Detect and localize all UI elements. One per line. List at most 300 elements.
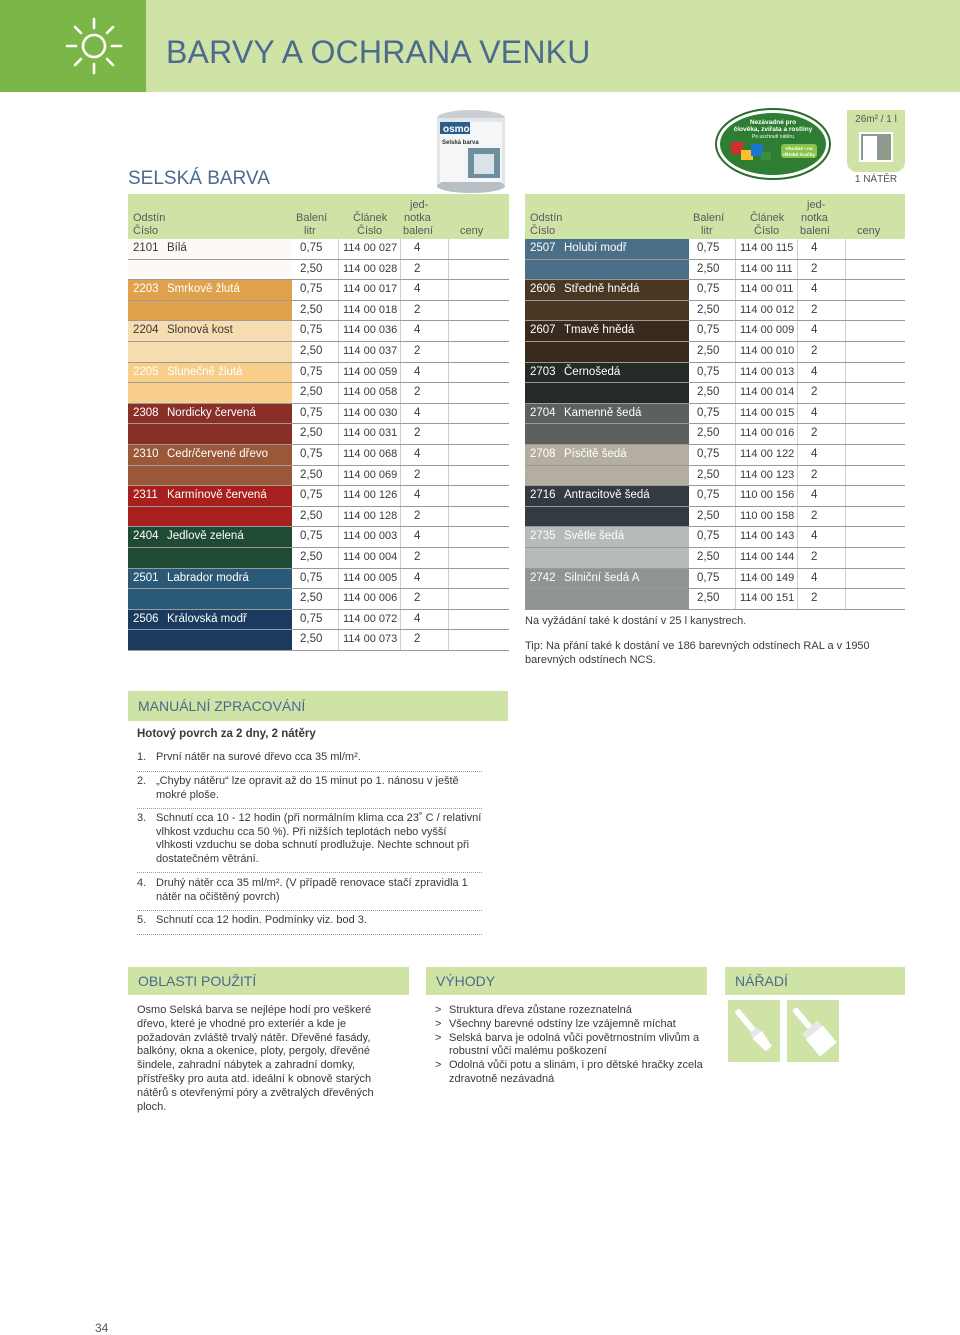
unit-count: 4	[414, 324, 421, 337]
benefit-text: Odolná vůči potu a slinám, i pro dětské hračky zcela zdravotně nezávadná	[449, 1059, 703, 1085]
shade-code: 2204	[133, 324, 159, 337]
table-row	[128, 486, 509, 507]
benefits-list	[435, 1004, 710, 1087]
shade-name: Cedr/červené dřevo	[167, 447, 268, 460]
article-number: 114 00 069	[343, 468, 398, 481]
article-number: 114 00 005	[343, 571, 398, 584]
column-divider	[735, 466, 736, 486]
tip-line-2: barevných odstínech NCS.	[525, 654, 656, 666]
column-divider	[338, 239, 339, 259]
shade-name: Písčitě šedá	[564, 447, 627, 460]
color-swatch	[128, 507, 292, 527]
column-divider	[400, 507, 401, 527]
unit-count: 4	[811, 406, 818, 419]
table-row	[128, 445, 509, 466]
column-divider	[448, 445, 449, 465]
unit-count: 2	[811, 592, 818, 605]
page-number: 34	[95, 1321, 109, 1335]
column-divider	[338, 404, 339, 424]
table-row	[128, 404, 509, 425]
table-row	[525, 260, 905, 281]
step-text: Druhý nátěr cca 35 ml/m². (V případě renovace stačí zpravidla 1 nátěr na očištěný povrch)	[156, 877, 468, 903]
pack-size: 2,50	[697, 344, 720, 357]
pack-size: 2,50	[300, 633, 323, 646]
pack-size: 0,75	[300, 283, 323, 296]
color-swatch	[525, 424, 689, 444]
article-number: 114 00 122	[740, 447, 795, 460]
unit-count: 4	[811, 571, 818, 584]
step-number: 5.	[137, 914, 147, 926]
pack-size: 0,75	[300, 447, 323, 460]
column-divider	[448, 404, 449, 424]
color-swatch	[128, 424, 292, 444]
column-divider	[338, 363, 339, 383]
column-divider	[338, 527, 339, 547]
table-row	[525, 466, 905, 487]
table-row	[128, 466, 509, 487]
column-divider	[797, 280, 798, 300]
flat-brush-icon	[787, 1000, 839, 1062]
table-row	[128, 610, 509, 631]
table-row	[525, 486, 905, 507]
article-number: 114 00 073	[343, 633, 398, 646]
column-divider	[338, 589, 339, 609]
column-divider	[845, 383, 846, 403]
badge-kids: Vhodné i na	[785, 147, 813, 152]
manual-step	[137, 877, 482, 911]
page-title: BARVY A OCHRANA VENKU	[166, 34, 591, 70]
column-divider	[400, 630, 401, 650]
column-divider	[448, 589, 449, 609]
pack-size: 2,50	[697, 386, 720, 399]
header-article: Článek	[750, 212, 785, 224]
pack-size: 0,75	[300, 324, 323, 337]
color-swatch	[525, 383, 689, 403]
pack-size: 0,75	[697, 283, 720, 296]
column-divider	[338, 321, 339, 341]
unit-count: 2	[414, 509, 421, 522]
tip-line-1: Tip: Na přání také k dostání ve 186 barevných odstínech RAL a v 1950	[525, 640, 870, 652]
column-divider	[735, 424, 736, 444]
article-number: 114 00 068	[343, 447, 398, 460]
column-divider	[400, 569, 401, 589]
column-divider	[338, 260, 339, 280]
column-divider	[400, 363, 401, 383]
color-swatch	[128, 630, 292, 650]
table-row	[128, 630, 509, 651]
step-number: 2.	[137, 775, 147, 787]
pack-size: 2,50	[697, 262, 720, 275]
column-divider	[448, 383, 449, 403]
column-divider	[448, 342, 449, 362]
shade-code: 2703	[530, 365, 556, 378]
header-unit-2: notka	[801, 212, 828, 224]
pack-size: 0,75	[300, 242, 323, 254]
shade-code: 2607	[530, 324, 556, 337]
unit-count: 2	[414, 344, 421, 357]
unit-count: 2	[414, 427, 421, 440]
canister-note: Na vyžádání také k dostání v 25 l kanystrech.	[525, 615, 747, 627]
shade-name: Světle šedá	[564, 530, 625, 543]
unit-count: 4	[811, 447, 818, 460]
table-row	[525, 527, 905, 548]
header-icon-block	[0, 0, 146, 92]
column-divider	[400, 404, 401, 424]
pack-size: 2,50	[300, 427, 323, 440]
shade-code: 2507	[530, 242, 556, 254]
column-divider	[400, 280, 401, 300]
column-divider	[845, 548, 846, 568]
pack-size: 2,50	[300, 262, 323, 275]
article-number: 114 00 009	[740, 324, 795, 337]
unit-count: 2	[414, 550, 421, 563]
shade-name: Královská modř	[167, 612, 247, 625]
table-row	[525, 424, 905, 445]
unit-count: 2	[811, 468, 818, 481]
color-swatch	[525, 507, 689, 527]
benefit-text: Struktura dřeva zůstane rozeznatelná	[449, 1004, 632, 1016]
column-divider	[845, 486, 846, 506]
shade-code: 2716	[530, 489, 556, 502]
unit-count: 4	[414, 283, 421, 296]
shade-name: Slunečně žlutá	[167, 365, 243, 378]
table-row	[525, 301, 905, 322]
benefits-heading: VÝHODY	[426, 967, 707, 995]
column-divider	[845, 280, 846, 300]
column-divider	[735, 383, 736, 403]
table-row	[525, 548, 905, 569]
pack-size: 0,75	[697, 324, 720, 337]
shade-name: Kamenně šedá	[564, 406, 642, 419]
header-shade: Odstín	[530, 212, 563, 224]
pack-size: 2,50	[300, 386, 323, 399]
table-row	[128, 548, 509, 569]
table-row	[525, 589, 905, 610]
column-divider	[448, 486, 449, 506]
table-row	[525, 363, 905, 384]
column-divider	[448, 569, 449, 589]
column-divider	[448, 280, 449, 300]
shade-code: 2404	[133, 530, 159, 543]
badge-title: Nezávadné pro	[749, 119, 797, 126]
table-row	[525, 569, 905, 590]
column-divider	[845, 569, 846, 589]
pack-size: 2,50	[697, 592, 720, 605]
article-number: 114 00 018	[343, 303, 398, 316]
unit-count: 2	[414, 303, 421, 316]
header-article-no: Číslo	[754, 225, 780, 237]
step-text: Schnutí cca 12 hodin. Podmínky viz. bod 3.	[156, 914, 367, 926]
column-divider	[797, 383, 798, 403]
shade-name: Středně hnědá	[564, 283, 640, 296]
header-price: ceny	[857, 225, 881, 237]
pack-size: 2,50	[300, 344, 323, 357]
shade-name: Černošedá	[564, 365, 621, 378]
header-article: Článek	[353, 212, 388, 224]
column-divider	[400, 466, 401, 486]
column-divider	[845, 239, 846, 259]
table-body	[525, 239, 905, 610]
column-divider	[400, 610, 401, 630]
unit-count: 4	[414, 571, 421, 584]
article-number: 114 00 149	[740, 571, 795, 584]
manual-subtitle: Hotový povrch za 2 dny, 2 nátěry	[137, 728, 316, 740]
column-divider	[797, 507, 798, 527]
column-divider	[338, 342, 339, 362]
color-swatch	[525, 342, 689, 362]
unit-count: 2	[414, 262, 421, 275]
column-divider	[448, 424, 449, 444]
column-divider	[845, 321, 846, 341]
unit-count: 4	[414, 447, 421, 460]
bullet-marker: >	[435, 1004, 442, 1016]
article-number: 114 00 143	[740, 530, 795, 543]
pack-size: 0,75	[697, 406, 720, 419]
benefit-item	[435, 1018, 710, 1032]
table-row	[525, 445, 905, 466]
column-divider	[735, 260, 736, 280]
column-divider	[797, 342, 798, 362]
column-divider	[797, 321, 798, 341]
column-divider	[735, 507, 736, 527]
header-article-no: Číslo	[357, 225, 383, 237]
column-divider	[400, 321, 401, 341]
table-row	[525, 404, 905, 425]
color-swatch	[128, 589, 292, 609]
column-divider	[797, 445, 798, 465]
table-row	[128, 280, 509, 301]
column-divider	[735, 363, 736, 383]
shade-name: Jedlově zelená	[167, 530, 244, 543]
pack-size: 0,75	[300, 571, 323, 584]
column-divider	[400, 239, 401, 259]
table-row	[128, 424, 509, 445]
header-unit-3: balení	[403, 225, 433, 237]
column-divider	[338, 280, 339, 300]
unit-count: 2	[414, 386, 421, 399]
benefit-item	[435, 1004, 710, 1018]
column-divider	[797, 548, 798, 568]
article-number: 114 00 072	[343, 612, 398, 625]
color-swatch	[128, 301, 292, 321]
shade-code: 2308	[133, 406, 159, 419]
table-row	[128, 363, 509, 384]
article-number: 114 00 059	[343, 365, 398, 378]
pack-size: 0,75	[300, 612, 323, 625]
column-divider	[400, 548, 401, 568]
unit-count: 2	[811, 427, 818, 440]
header-number: Číslo	[133, 225, 159, 237]
bullet-marker: >	[435, 1031, 442, 1044]
unit-count: 2	[414, 592, 421, 605]
color-swatch	[525, 466, 689, 486]
article-number: 114 00 028	[343, 262, 398, 275]
brush-icon	[728, 1000, 780, 1062]
shade-code: 2310	[133, 447, 159, 460]
column-divider	[400, 383, 401, 403]
table-row	[128, 301, 509, 322]
table-body	[128, 239, 509, 651]
coverage-icon	[859, 132, 893, 162]
article-number: 114 00 014	[740, 386, 795, 399]
column-divider	[448, 610, 449, 630]
table-header	[525, 194, 905, 239]
manual-step	[137, 812, 482, 873]
manual-step	[137, 751, 482, 772]
step-number: 3.	[137, 812, 147, 824]
health-safety-badge	[715, 108, 831, 180]
color-swatch	[525, 301, 689, 321]
article-number: 114 00 126	[343, 489, 398, 502]
column-divider	[448, 321, 449, 341]
column-divider	[338, 424, 339, 444]
shade-code: 2704	[530, 406, 556, 419]
column-divider	[845, 466, 846, 486]
table-row	[525, 239, 905, 260]
unit-count: 4	[811, 489, 818, 502]
tools-heading: NÁŘADÍ	[725, 967, 905, 995]
table-row	[128, 321, 509, 342]
unit-count: 4	[414, 489, 421, 502]
unit-count: 4	[414, 612, 421, 625]
column-divider	[845, 589, 846, 609]
column-divider	[448, 239, 449, 259]
pack-size: 2,50	[300, 592, 323, 605]
shade-code: 2742	[530, 571, 556, 584]
column-divider	[338, 383, 339, 403]
article-number: 114 00 027	[343, 242, 398, 254]
pack-size: 0,75	[697, 571, 720, 584]
color-table-left	[128, 194, 509, 651]
color-swatch	[128, 548, 292, 568]
unit-count: 4	[811, 324, 818, 337]
table-row	[525, 280, 905, 301]
unit-count: 2	[811, 509, 818, 522]
pack-size: 0,75	[697, 447, 720, 460]
shade-code: 2101	[133, 242, 159, 254]
unit-count: 2	[811, 262, 818, 275]
can-label-text: Selská barva	[442, 140, 479, 146]
column-divider	[735, 445, 736, 465]
column-divider	[338, 630, 339, 650]
shade-name: Bílá	[167, 242, 187, 254]
table-row	[128, 507, 509, 528]
unit-count: 2	[414, 468, 421, 481]
header-unit-2: notka	[404, 212, 431, 224]
column-divider	[338, 569, 339, 589]
table-row	[525, 321, 905, 342]
color-swatch	[128, 342, 292, 362]
article-number: 114 00 012	[740, 303, 795, 316]
column-divider	[400, 342, 401, 362]
shade-code: 2501	[133, 571, 159, 584]
shade-code: 2203	[133, 283, 159, 296]
column-divider	[845, 527, 846, 547]
column-divider	[448, 527, 449, 547]
pack-size: 2,50	[300, 303, 323, 316]
unit-count: 4	[811, 283, 818, 296]
column-divider	[797, 486, 798, 506]
column-divider	[735, 548, 736, 568]
article-number: 114 00 011	[740, 283, 794, 296]
step-number: 1.	[137, 751, 147, 763]
shade-code: 2205	[133, 365, 159, 378]
column-divider	[845, 507, 846, 527]
benefit-text: Všechny barevné odstíny lze vzájemně míchat	[449, 1017, 676, 1030]
benefit-text: Selská barva je odolná vůči povětrnostním vlivům a robustní vůči malému poškození	[449, 1031, 700, 1058]
column-divider	[400, 260, 401, 280]
unit-count: 2	[811, 303, 818, 316]
column-divider	[448, 548, 449, 568]
pack-size: 2,50	[300, 509, 323, 522]
unit-count: 2	[811, 344, 818, 357]
column-divider	[400, 486, 401, 506]
table-header	[128, 194, 509, 239]
svg-text:dětské hračky: dětské hračky	[783, 153, 815, 158]
unit-count: 4	[811, 530, 818, 543]
column-divider	[735, 527, 736, 547]
pack-size: 0,75	[300, 365, 323, 378]
pack-size: 2,50	[300, 550, 323, 563]
column-divider	[797, 527, 798, 547]
pack-size: 0,75	[697, 489, 720, 502]
column-divider	[338, 445, 339, 465]
article-number: 114 00 123	[740, 468, 795, 481]
unit-count: 4	[414, 365, 421, 378]
column-divider	[735, 280, 736, 300]
can-brand-text: osmo	[443, 124, 470, 135]
column-divider	[448, 466, 449, 486]
color-swatch	[525, 548, 689, 568]
pack-size: 0,75	[697, 242, 720, 254]
column-divider	[797, 569, 798, 589]
shade-name: Nordicky červená	[167, 406, 256, 419]
unit-count: 4	[414, 242, 421, 254]
column-divider	[735, 569, 736, 589]
sun-icon	[64, 16, 124, 76]
column-divider	[845, 445, 846, 465]
column-divider	[845, 424, 846, 444]
coverage-badge	[847, 110, 905, 172]
column-divider	[735, 404, 736, 424]
column-divider	[797, 301, 798, 321]
article-number: 114 00 111	[740, 262, 793, 275]
column-divider	[797, 466, 798, 486]
shade-code: 2506	[133, 612, 159, 625]
column-divider	[797, 404, 798, 424]
column-divider	[735, 589, 736, 609]
header-shade: Odstín	[133, 212, 166, 224]
table-row	[128, 260, 509, 281]
shade-name: Smrkově žlutá	[167, 283, 240, 296]
pack-size: 0,75	[300, 489, 323, 502]
header-unit-1: jed-	[807, 199, 826, 211]
column-divider	[448, 301, 449, 321]
manual-step	[137, 914, 482, 935]
article-number: 114 00 030	[343, 406, 398, 419]
article-number: 114 00 006	[343, 592, 398, 605]
pack-size: 2,50	[697, 427, 720, 440]
usage-text: Osmo Selská barva se nejlépe hodí pro veškeré dřevo, které je vhodné pro exteriér a kde je požadován zvláště trvalý nátěr. Dřevěné fasády, balkóny, okna a okenice, ploty, pergoly, dřevěné šindele, zahradní nábytek a zahradní domky, přístřešky pro auta atd. ideální k obnově starých nátěrů s otevřenými póry a zvětralých dřevěných ploch.	[137, 1004, 374, 1113]
shade-code: 2311	[133, 489, 158, 502]
unit-count: 2	[811, 386, 818, 399]
unit-count: 4	[414, 530, 421, 543]
color-swatch	[128, 260, 292, 280]
header-litre: litr	[701, 225, 713, 237]
article-number: 114 00 017	[343, 283, 398, 296]
unit-count: 4	[811, 242, 818, 254]
column-divider	[338, 301, 339, 321]
